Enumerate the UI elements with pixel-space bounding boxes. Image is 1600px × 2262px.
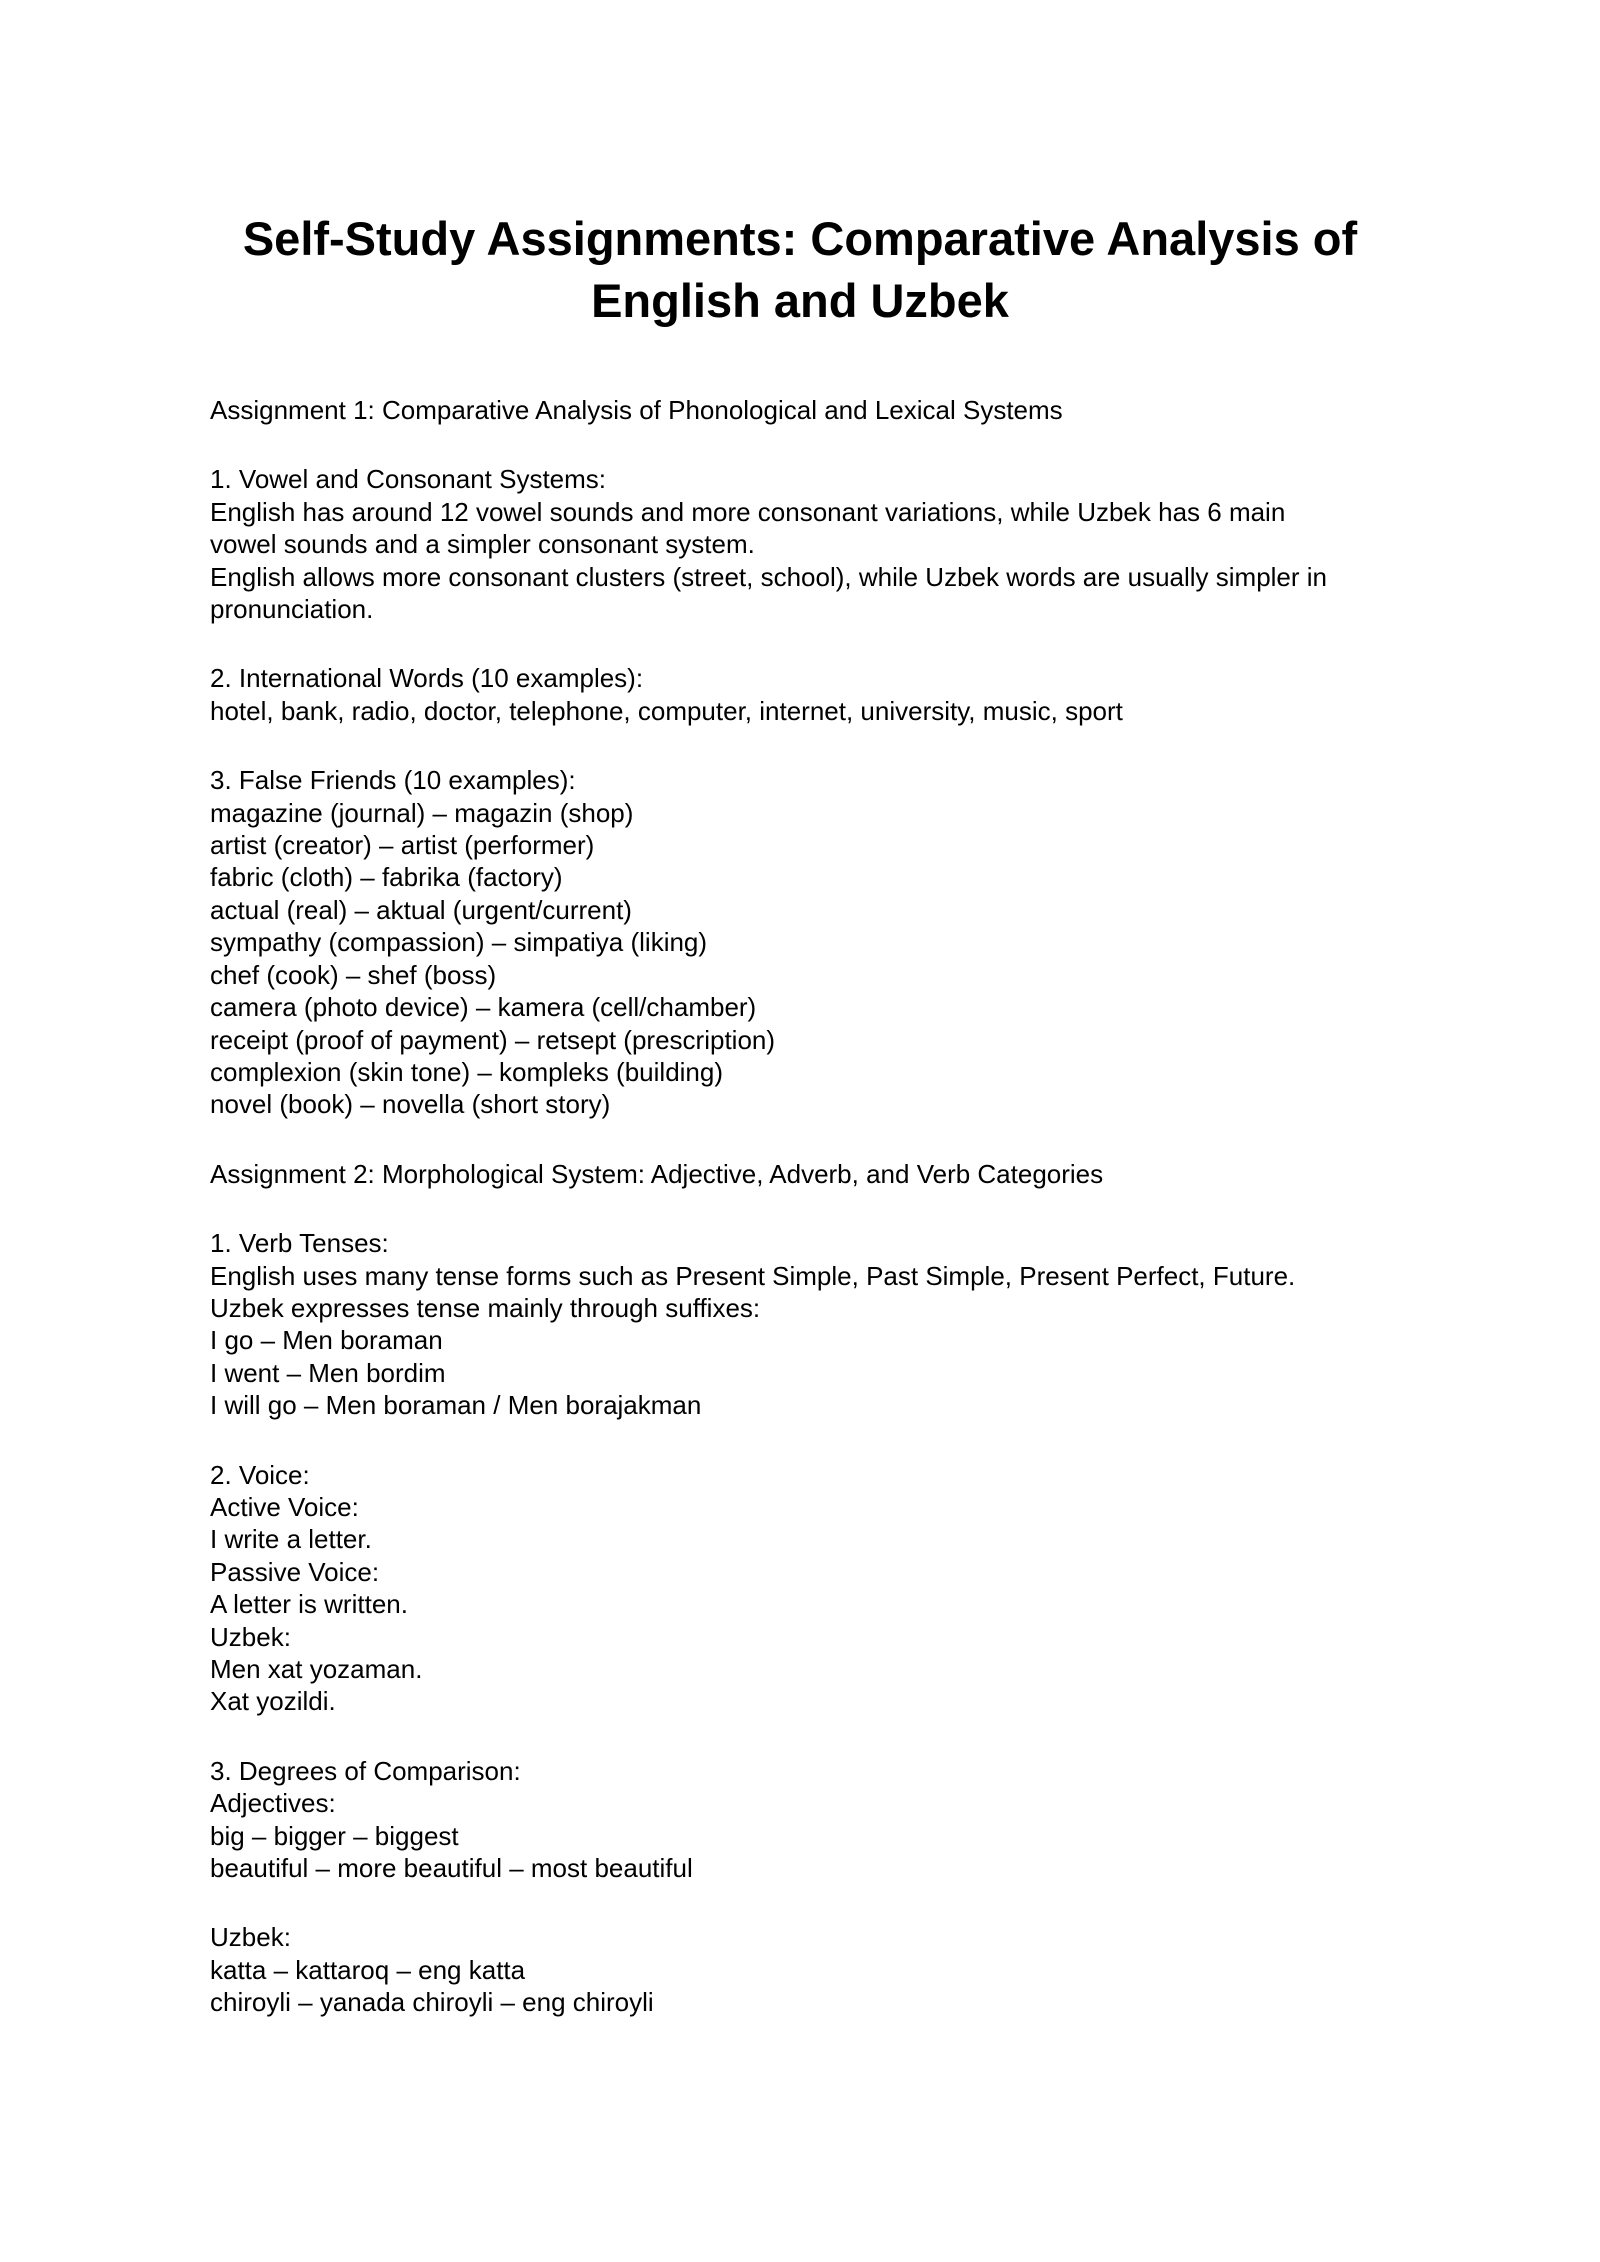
text-line: 1. Vowel and Consonant Systems: [210, 464, 607, 495]
text-line: Passive Voice: [210, 1556, 380, 1587]
text-line: chef (cook) – shef (boss) [210, 959, 497, 990]
title-line: Self-Study Assignments: Comparative Analysis of [242, 212, 1358, 265]
text-line: chiroyli – yanada chiroyli – eng chiroyli [210, 1987, 654, 2018]
text-line: 1. Verb Tenses: [210, 1228, 389, 1259]
text-line: Men xat yozaman. [210, 1654, 423, 1684]
text-line: Adjectives: [210, 1788, 336, 1819]
paragraph [210, 662, 1410, 727]
text-line: I write a letter. [210, 1524, 372, 1555]
paragraph [210, 463, 1410, 625]
document-title [210, 208, 1390, 332]
text-line: artist (creator) – artist (performer) [210, 830, 595, 861]
text-line: novel (book) – novella (short story) [210, 1089, 611, 1120]
paragraph [210, 1227, 1410, 1421]
text-line: Uzbek: [210, 1922, 291, 1953]
text-line: English has around 12 vowel sounds and more consonant variations, while Uzbek has 6 main [210, 496, 1286, 527]
text-line: hotel, bank, radio, doctor, telephone, computer, internet, university, music, sport [210, 695, 1123, 726]
text-line: I go – Men boraman [210, 1325, 443, 1356]
text-line: 2. International Words (10 examples): [210, 663, 644, 694]
text-line: 2. Voice: [210, 1459, 310, 1490]
title-line: English and Uzbek [591, 274, 1009, 327]
text-line: 3. False Friends (10 examples): [210, 765, 576, 796]
text-line: Assignment 2: Morphological System: Adjective, Adverb, and Verb Categories [210, 1158, 1104, 1189]
text-line: English allows more consonant clusters (street, school), while Uzbek words are usually simpler in [210, 561, 1328, 592]
text-line: Uzbek: [210, 1621, 291, 1652]
text-line: receipt (proof of payment) – retsept (prescription) [210, 1024, 776, 1055]
paragraph [210, 1755, 1410, 1885]
text-line: katta – kattaroq – eng katta [210, 1954, 526, 1985]
paragraph [210, 1459, 1410, 1718]
text-line: Xat yozildi. [210, 1686, 336, 1717]
text-line: beautiful – more beautiful – most beautiful [210, 1853, 693, 1884]
text-line: fabric (cloth) – fabrika (factory) [210, 862, 563, 893]
paragraph [210, 1921, 1410, 2018]
text-line: I will go – Men boraman / Men borajakman [210, 1390, 702, 1421]
text-line: vowel sounds and a simpler consonant system. [210, 529, 755, 560]
text-line: Active Voice: [210, 1491, 359, 1522]
text-line: actual (real) – aktual (urgent/current) [210, 894, 632, 925]
text-line: camera (photo device) – kamera (cell/chamber) [210, 992, 757, 1023]
paragraph [210, 764, 1410, 1120]
text-line: A letter is written. [210, 1589, 408, 1620]
text-line: big – bigger – biggest [210, 1820, 459, 1851]
paragraph [210, 1158, 1410, 1190]
text-line: pronunciation. [210, 594, 374, 625]
text-line: Assignment 1: Comparative Analysis of Phonological and Lexical Systems [210, 395, 1063, 425]
text-line: magazine (journal) – magazin (shop) [210, 797, 634, 828]
text-line: Uzbek expresses tense mainly through suffixes: [210, 1292, 761, 1323]
text-line: 3. Degrees of Comparison: [210, 1755, 521, 1786]
text-line: complexion (skin tone) – kompleks (building) [210, 1056, 724, 1087]
text-line: English uses many tense forms such as Present Simple, Past Simple, Present Perfect, Future. [210, 1260, 1296, 1291]
paragraph [210, 394, 1410, 426]
document-body [210, 394, 1410, 2056]
text-line: sympathy (compassion) – simpatiya (liking) [210, 927, 708, 958]
text-line: I went – Men bordim [210, 1357, 446, 1388]
